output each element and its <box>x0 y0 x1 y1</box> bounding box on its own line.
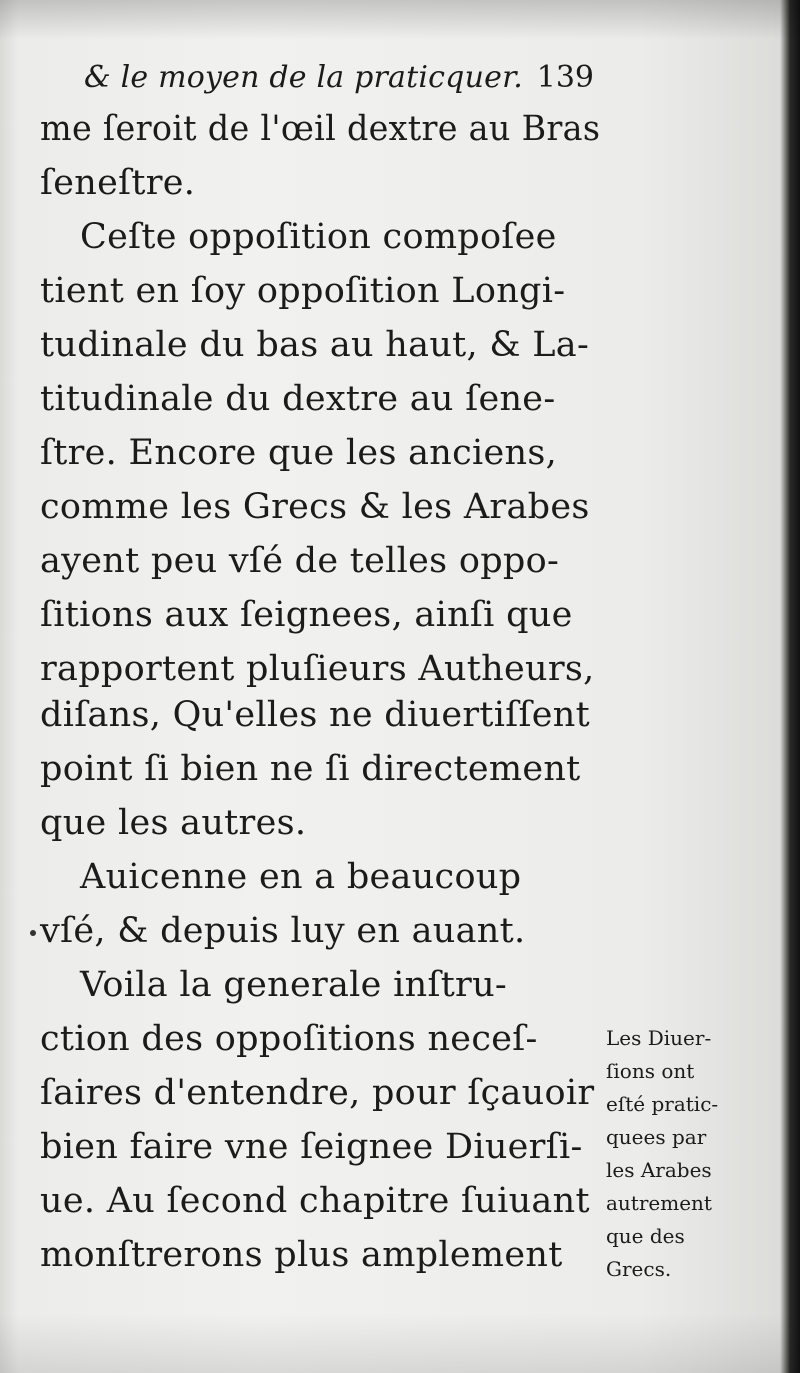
text-line: vſé, & depuis luy en auant. <box>40 911 526 951</box>
text-line: monſtrerons plus amplement <box>40 1235 563 1275</box>
text-line: ction des oppoſitions neceſ- <box>40 1019 538 1059</box>
marginal-note-line: eſté pratic- <box>606 1092 719 1116</box>
page-number: 139 <box>536 60 594 95</box>
text-line: bien faire vne ſeignee Diuerſi- <box>40 1127 583 1167</box>
marginal-note-line: Les Diuer- <box>606 1026 712 1050</box>
text-line: que les autres. <box>40 803 307 843</box>
marginal-note-line: autrement <box>606 1191 712 1215</box>
text-line: Voila la generale inſtru- <box>80 965 508 1005</box>
text-line: rapportent pluſieurs Autheurs, <box>40 649 595 689</box>
text-line: ſitions aux ſeignees, ainſi que <box>40 595 573 635</box>
text-line: tudinale du bas au haut, & La- <box>40 325 590 365</box>
marginal-note-line: ſions ont <box>606 1059 695 1083</box>
marginal-note-line: les Arabes <box>606 1158 712 1182</box>
text-line: Ceſte oppoſition compoſee <box>80 217 557 257</box>
marginal-note-line: Grecs. <box>606 1257 672 1281</box>
marginal-note-line: que des <box>606 1224 685 1248</box>
page-bottom-shadow <box>0 1313 800 1373</box>
text-line: ſeneſtre. <box>40 163 196 203</box>
running-head <box>84 52 594 102</box>
ink-speck <box>30 930 36 936</box>
page-top-shadow <box>0 0 800 40</box>
text-line: ayent peu vſé de telles oppo- <box>40 541 560 581</box>
text-line: diſans, Qu'elles ne diuertiſſent <box>40 695 590 735</box>
marginal-note <box>606 1022 766 1286</box>
text-line: point ſi bien ne ſi directement <box>40 749 581 789</box>
text-line: titudinale du dextre au ſene- <box>40 379 556 419</box>
text-line: ſaires d'entendre, pour ſçauoir <box>40 1073 595 1113</box>
text-line: comme les Grecs & les Arabes <box>40 487 590 527</box>
text-line: Auicenne en a beaucoup <box>80 857 522 897</box>
marginal-note-line: quees par <box>606 1125 707 1149</box>
running-head-title: & le moyen de la praticquer. <box>84 60 524 95</box>
text-line: ſtre. Encore que les anciens, <box>40 433 558 473</box>
text-line: me ſeroit de l'œil dextre au Bras <box>40 109 601 149</box>
text-line: tient en ſoy oppoſition Longi- <box>40 271 566 311</box>
text-line: ue. Au ſecond chapitre ſuiuant <box>40 1181 590 1221</box>
